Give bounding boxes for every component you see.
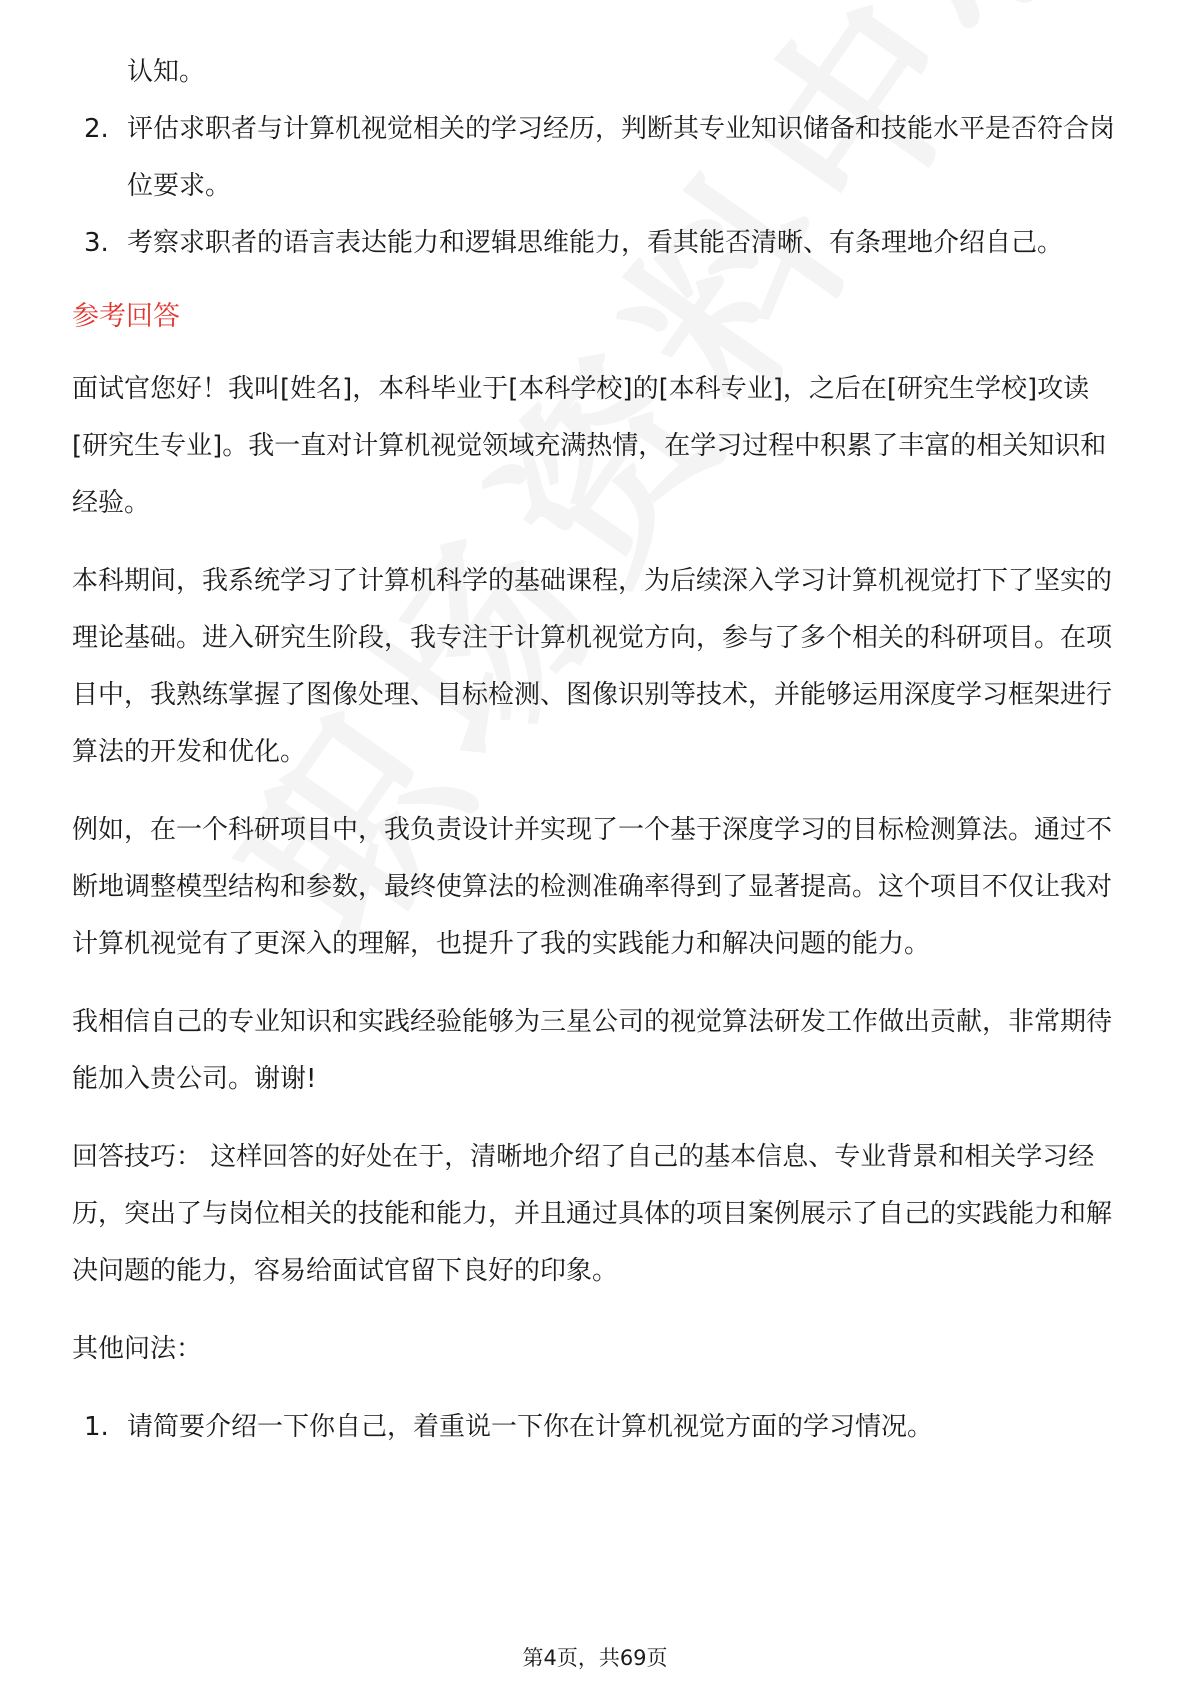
list-number: 2.: [84, 114, 109, 144]
answer-heading: 参考回答: [72, 301, 180, 332]
list-item: [72, 215, 1118, 272]
answer-paragraph: 例如，在一个科研项目中，我负责设计并实现了一个基于深度学习的目标检测算法。通过不断地调整模型结构和参数，最终使算法的检测准确率得到了显著提高。这个项目不仅让我对计算机视觉有了更深入的理解，也提升了我的实践能力和解决问题的能力。: [72, 815, 1113, 959]
answer-paragraph: 本科期间，我系统学习了计算机科学的基础课程，为后续深入学习计算机视觉打下了坚实的理论基础。进入研究生阶段，我专注于计算机视觉方向，参与了多个相关的科研项目。在项目中，我熟练掌握了图像处理、目标检测、图像识别等技术，并能够运用深度学习框架进行算法的开发和优化。: [72, 566, 1113, 767]
list-number: 1.: [84, 1412, 109, 1442]
list-item: [72, 1399, 1118, 1456]
answer-paragraph: 面试官您好！我叫[姓名]，本科毕业于[本科学校]的[本科专业]，之后在[研究生学校]攻读[研究生专业]。我一直对计算机视觉领域充满热情，在学习过程中积累了丰富的相关知识和经验。: [72, 374, 1107, 518]
list-item-text: 评估求职者与计算机视觉相关的学习经历，判断其专业知识储备和技能水平是否符合岗位要求。: [127, 114, 1116, 201]
page-footer: 第4页，共69页: [522, 1646, 668, 1670]
list-number: 3.: [84, 228, 109, 258]
other-questions-list: [72, 1399, 1118, 1456]
continuation-text: 认知。: [127, 57, 206, 87]
document-page: [72, 44, 1118, 1456]
list-item-text: 考察求职者的语言表达能力和逻辑思维能力，看其能否清晰、有条理地介绍自己。: [127, 228, 1064, 258]
list-item: [72, 101, 1118, 215]
answer-paragraph: 我相信自己的专业知识和实践经验能够为三星公司的视觉算法研发工作做出贡献，非常期待能加入贵公司。谢谢!: [72, 1007, 1113, 1094]
list-item-text: 请简要介绍一下你自己，着重说一下你在计算机视觉方面的学习情况。: [127, 1412, 934, 1442]
answer-tips: 回答技巧： 这样回答的好处在于，清晰地介绍了自己的基本信息、专业背景和相关学习经历，突出了与岗位相关的技能和能力，并且通过具体的项目案例展示了自己的实践能力和解决问题的能力，容易给面试官留下良好的印象。: [72, 1142, 1113, 1286]
criteria-list: [72, 101, 1118, 272]
other-questions-label: 其他问法：: [72, 1334, 203, 1364]
